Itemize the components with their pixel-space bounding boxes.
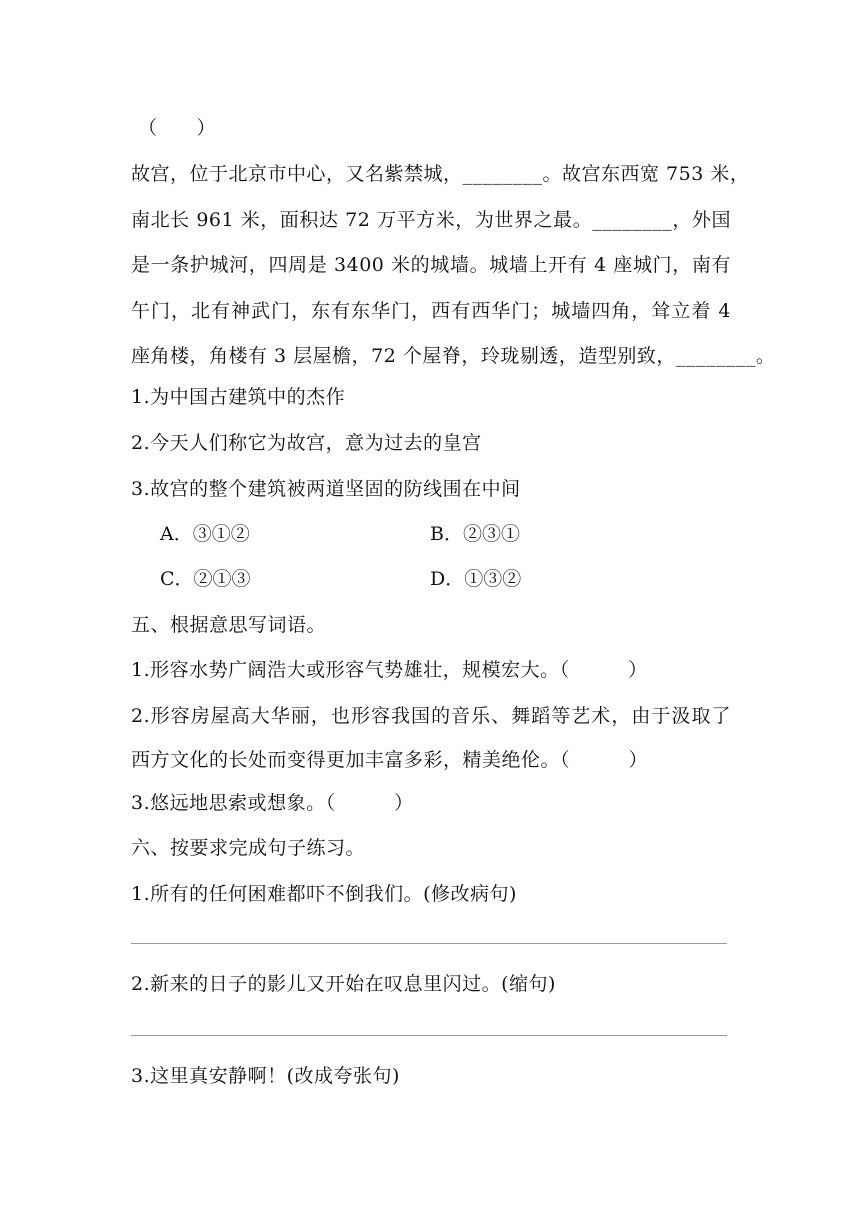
answer-line-2[interactable] [131, 1035, 727, 1036]
sentence-1: 1.为中国古建筑中的杰作 [131, 386, 346, 408]
passage-line-4: 午门，北有神武门，东有东华门，西有西华门；城墙四角，耸立着 4 [131, 300, 731, 322]
option-d[interactable]: D．①③② [430, 568, 522, 590]
section-6-item-2: 2.新来的日子的影儿又开始在叹息里闪过。(缩句) [131, 973, 556, 995]
section-6-heading: 六、按要求完成句子练习。 [131, 837, 366, 859]
sentence-2: 2.今天人们称它为故宫，意为过去的皇宫 [131, 432, 482, 454]
section-5-item-2: 2.形容房屋高大华丽，也形容我国的音乐、舞蹈等艺术，由于汲取了 [131, 705, 731, 727]
passage-line-2: 南北长 961 米，面积达 72 万平方米，为世界之最。________，外国 [131, 209, 731, 231]
section-5-heading: 五、根据意思写词语。 [131, 614, 327, 636]
passage-line-1: 故宫，位于北京市中心，又名紫禁城，________。故宫东西宽 753 米， [131, 163, 750, 185]
answer-line-1[interactable] [131, 943, 727, 944]
section-5-item-1: 1.形容水势广阔浩大或形容气势雄壮，规模宏大。（ ） [131, 659, 648, 681]
section-6-item-1: 1.所有的任何困难都吓不倒我们。(修改病句) [131, 883, 517, 905]
section-5-item-3: 3.悠远地思索或想象。（ ） [131, 792, 414, 814]
answer-bracket: （ ） [138, 117, 217, 139]
option-c[interactable]: C．②①③ [160, 568, 251, 590]
section-6-item-3: 3.这里真安静啊！(改成夸张句) [131, 1065, 400, 1087]
passage-line-3: 是一条护城河，四周是 3400 米的城墙。城墙上开有 4 座城门，南有 [131, 254, 731, 276]
sentence-3: 3.故宫的整个建筑被两道坚固的防线围在中间 [131, 478, 521, 500]
passage-line-5: 座角楼，角楼有 3 层屋檐，72 个屋脊，玲珑剔透，造型别致，________。 [131, 345, 776, 367]
section-5-item-2-cont: 西方文化的长处而变得更加丰富多彩，精美绝伦。（ ） [131, 749, 649, 771]
option-a[interactable]: A．③①② [160, 523, 250, 545]
option-b[interactable]: B．②③① [430, 523, 520, 545]
